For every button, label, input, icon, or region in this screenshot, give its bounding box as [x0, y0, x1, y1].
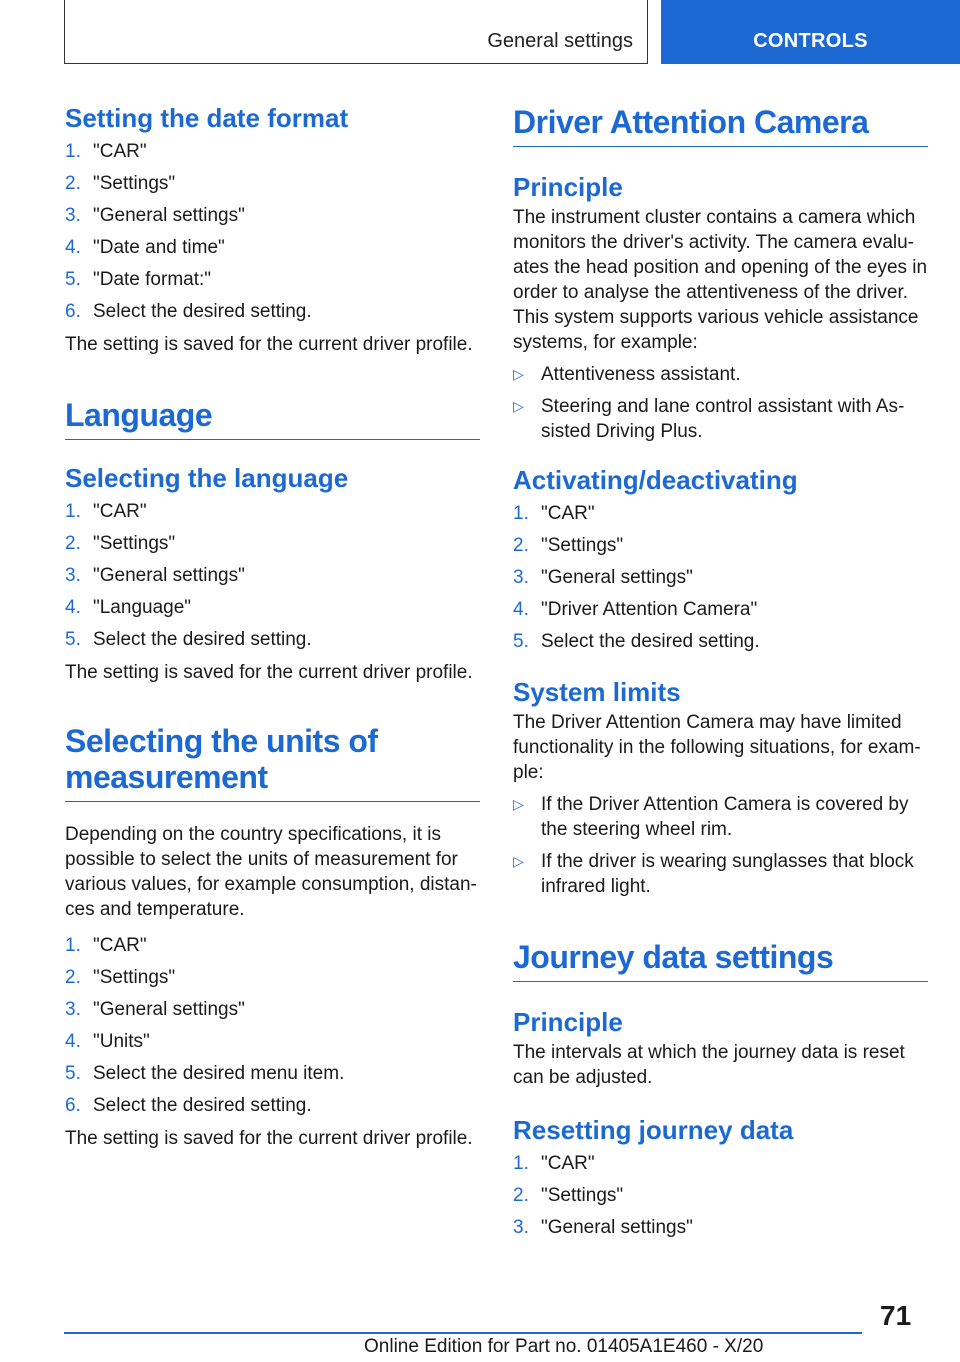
footer-divider: [64, 1332, 862, 1334]
right-column: [513, 100, 928, 1244]
heading-language: Language: [65, 397, 480, 440]
heading-camera-principle: Principle: [513, 172, 623, 202]
list-item: 1. "CAR": [65, 141, 147, 162]
heading-selecting-language: Selecting the language: [65, 463, 349, 493]
list-item: 3. "General settings": [65, 205, 245, 226]
note-language: The setting is saved for the current driver profile.: [65, 662, 473, 683]
bullets-system-limits: [513, 792, 928, 899]
list-item: 2. "Settings": [513, 535, 624, 556]
page-number: 71: [880, 1300, 912, 1331]
steps-date-format: [65, 136, 480, 328]
steps-resetting-journey: [513, 1148, 928, 1244]
list-item: 3. "General settings": [513, 1217, 693, 1238]
list-item: 1. "CAR": [65, 935, 147, 956]
header-chapter-label: CONTROLS: [753, 30, 868, 52]
steps-language: [65, 496, 480, 656]
list-item: ▷ Steering and lane control assistant with As-sisted Driving Plus.: [513, 396, 905, 442]
list-item: 3. "General settings": [65, 999, 245, 1020]
heading-journey-data-settings: Journey data settings: [513, 939, 928, 982]
steps-units: [65, 930, 480, 1122]
list-item: ▷ If the Driver Attention Camera is covered by the steering wheel rim.: [513, 794, 909, 840]
triangle-bullet-icon: ▷: [513, 853, 524, 869]
list-item: 2. "Settings": [513, 1185, 624, 1206]
note-date-format: The setting is saved for the current driver profile.: [65, 334, 473, 355]
list-item: 1. "CAR": [65, 501, 147, 522]
header-section-title: General settings: [487, 30, 633, 52]
heading-resetting-journey: Resetting journey data: [513, 1115, 794, 1145]
list-item: 1. "CAR": [513, 1153, 595, 1174]
heading-date-format: Setting the date format: [65, 103, 349, 133]
header-box: [64, 0, 648, 64]
intro-units: Depending on the country specifications, it is possible to select the units of measurement for various values, for example consumption, distan-ces and temperature.: [65, 824, 477, 920]
list-item: 4. "Language": [65, 597, 192, 618]
heading-units: Selecting the units of measurement: [65, 723, 480, 802]
list-item: 3. "General settings": [513, 567, 693, 588]
heading-system-limits: System limits: [513, 677, 681, 707]
list-item: 1. "CAR": [513, 503, 595, 524]
list-item: ▷ Attentiveness assistant.: [513, 364, 741, 385]
list-item: 2. "Settings": [65, 173, 176, 194]
list-item: 5. Select the desired setting.: [65, 629, 312, 650]
list-item: 6. Select the desired setting.: [65, 301, 312, 322]
left-column: [65, 100, 480, 1151]
heading-journey-principle: Principle: [513, 1007, 623, 1037]
list-item: ▷ If the driver is wearing sunglasses that block infrared light.: [513, 851, 914, 897]
text-camera-principle: The instrument cluster contains a camera which monitors the driver's activity. The camera evalu-ates the head position and opening of the eyes in order to analyse the attentiveness of the driver. This system supports various vehicle assistance systems, for example:: [513, 207, 928, 353]
list-item: 2. "Settings": [65, 533, 176, 554]
footer-edition: Online Edition for Part no. 01405A1E460 - X/20: [364, 1336, 764, 1357]
triangle-bullet-icon: ▷: [513, 366, 524, 382]
list-item: 4. "Driver Attention Camera": [513, 599, 758, 620]
header-chapter-tab: [661, 0, 960, 64]
note-units: The setting is saved for the current driver profile.: [65, 1128, 473, 1149]
triangle-bullet-icon: ▷: [513, 796, 524, 812]
triangle-bullet-icon: ▷: [513, 398, 524, 414]
list-item: 4. "Date and time": [65, 237, 225, 258]
list-item: 3. "General settings": [65, 565, 245, 586]
list-item: 4. "Units": [65, 1031, 150, 1052]
bullets-camera-principle: [513, 362, 928, 444]
steps-activating: [513, 498, 928, 658]
list-item: 2. "Settings": [65, 967, 176, 988]
text-journey-principle: The intervals at which the journey data is reset can be adjusted.: [513, 1042, 905, 1088]
heading-activating: Activating/deactivating: [513, 465, 798, 495]
list-item: 5. Select the desired menu item.: [65, 1063, 345, 1084]
heading-driver-attention-camera: Driver Attention Camera: [513, 104, 928, 147]
list-item: 6. Select the desired setting.: [65, 1095, 312, 1116]
text-system-limits: The Driver Attention Camera may have limited functionality in the following situations, for exam-ple:: [513, 712, 921, 783]
list-item: 5. Select the desired setting.: [513, 631, 760, 652]
list-item: 5. "Date format:": [65, 269, 212, 290]
